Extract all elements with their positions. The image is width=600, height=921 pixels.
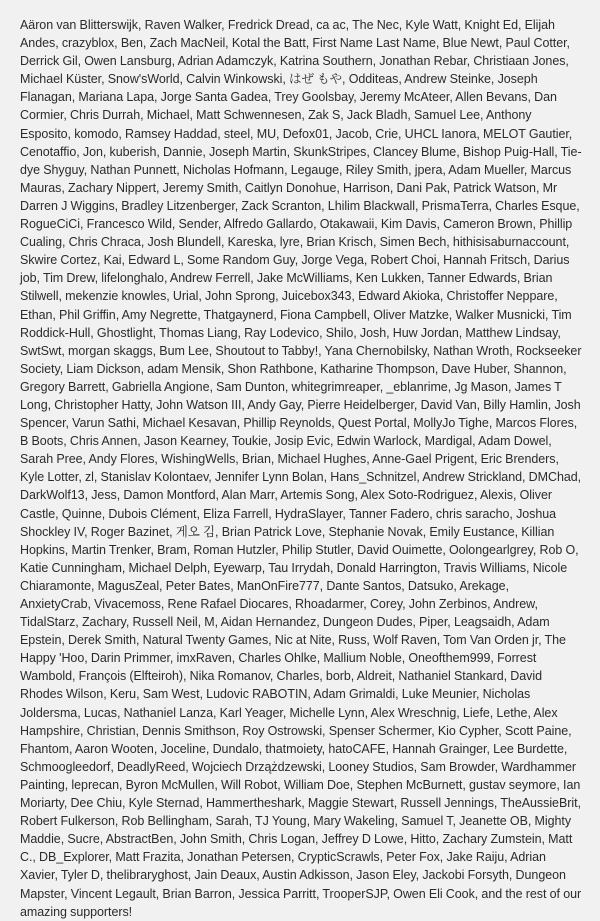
supporters-list: Aäron van Blitterswijk, Raven Walker, Fredrick Dread, ca ac, The Nec, Kyle Watt, Knight Ed, Elijah Andes, crazyblox, Ben, Zach MacNeil, Kotal the Batt, First Name Last Name, Blue Newt, Paul Cotter, Derrick Gil, Owen Lansburg, Adrian Adamczyk, Katrina Southern, Jonathan Rebar, Christiaan Jones, Michael Küster, Snow'sWorld, Calvin Winkowski, はぜ もや, Odditeas, Andrew Steinke, Joseph Flanagan, Mariana Lapa, Jorge Santa Gadea, Trey Goolsbay, Jeremy McAteer, Allen Bevans, Dan Cormier, Chris Durrah, Michael, Matt Schwennesen, Zak S, Jack Bladh, Samuel Lee, Anthony Esposito, komodo, Ramsey Haddad, steel, MU, Defox01, Jacob, Crie, UHCL Ianora, MELOT Gautier, Cenotaffio, Jon, kuberish, Dannie, Joseph Martin, SkunkStripes, Clancey Blume, Bishop Puig-Hall, Tie-dye Shyguy, Nathan Punnett, Nicholas Hofmann, Legauge, Riley Smith, jpera, Adam Mueller, Marcus Mauras, Zachary Nippert, Jeremy Smith, Caitlyn Donohue, Harrison, Dani Pak, Patrick Watson, Mr Darren J Wiggins, Bradley Litzenberger, Zack Scranton, Lhilim Blackwall, PrismaTerra, Charles Esque, RogueCiCi, Francesco Wild, Sender, Alfredo Gallardo, Otakawaii, Kim Davis, Cameron Brown, Phillip Cualing, Chris Chraca, Josh Blundell, Kareska, lyre, Brian Krisch, Simen Bech, hithisisaburnaccount, Skwire Cortez, Kai, Edward L, Some Random Guy, Jorge Vega, Robert Choi, Hannah Fritsch, Darius job, Tim Drew, lifelonghalo, Andrew Ferrell, Jake McWilliams, Ken Lukken, Tanner Edwards, Brian Stilwell, mekenzie knowles, Urial, John Sprong, Juicebox343, Edward Akioka, Christoffer Neppare, Ethan, Phil Griffin, Amy Negrette, Thatgaynerd, Fiona Campbell, Oliver Matzke, Walker Musnicki, Tim Roddick-Hull, Ghostlight, Thomas Liang, Ray Lodevico, Shilo, Josh, Huw Jordan, Matthew Lindsay, SwtSwt, morgan skaggs, Bum Lee, Shoutout to Tabby!, Yana Chernobilsky, Nathan Wroth, Rockseeker Society, Liam Dickson, adam Mensik, Shon Rathbone, Katharine Thompson, Dave Huber, Shannon, Gregory Barrett, Gabriella Angione, Sam Dunton, whitegrimreaper, _eblanrime, Jg Mason, James T Long, Christopher Hatty, John Watson III, Andy Gay, Pierre Heidelberger, David Van, Billy Hamlin, Josh Spencer, Varun Sathi, Michael Kesavan, Phillip Reynolds, Quest Portal, MollyJo Tighe, Marcos Flores, B Boots, Chris Annen, Jason Kearney, Toukie, Josip Evic, Edwin Warlock, Mardigal, Adam Dowel, Sarah Pree, Andy Flores, WishingWells, Brian, Michael Hughes, Anne-Gael Prigent, Eric Brenders, Kyle Lotter, zl, Stanislav Kolontaev, Jennifer Lynn Bolan, Hans_Schnitzel, Andrew Strickland, DMChad, DarkWolf13, Jess, Damon Montford, Alan Marr, Artemis Song, Alex Soto-Rodriguez, Alexis, Oliver Castle, Quinne, Dubois Clément, Eliza Farrell, HydraSlayer, Tanner Fadero, chris saracho, Joshua Shockley IV, Roger Bazinet, 게오 김, Brian Patrick Love, Stephanie Novak, Emily Eustance, Killian Hopkins, Martin Trenker, Bram, Roman Hutzler, Philip Stutler, David Ouimette, Oolongearlgrey, Rob O, Katie Cunningham, Michael Delph, Eyewarp, Tau Irrydah, Donald Harrington, Travis Williams, Nicole Chiaramonte, MagusZeal, Peter Bates, ManOnFire777, Dante Santos, Datsuko, Arekage, AnxietyCrab, Vivacemoss, Rene Rafael Diocares, Rhoadarmer, Corey, John Zerbinos, Andrew, TidalStarz, Zachary, Russell Neil, M, Aidan Hernandez, Dungeon Dudes, Piper, Leagsaidh, Adam Epstein, Derek Smith, Natural Twenty Games, Nic at Nite, Russ, Wolf Raven, Tom Van Orden jr, The Happy 'Hoo, Darin Primmer, imxRaven, Charles Ohlke, Mallium Noble, Oneofthem999, Forrest Wambold, François (Elfteiroh), Nika Romanov, Charles, borb, Aldreit, Nathaniel Stankard, David Rhodes Wilson, Keru, Sam West, Ludovic RABOTIN, Adam Grimaldi, Luke Meunier, Nicholas Joldersma, Lucas, Nathaniel Lanza, Karl Yeager, Michelle Lynn, Alex Wreschnig, Liefe, Lethe, Alex Hampshire, Christian, Dennis Smithson, Roy Ostrowski, Spenser Schermer, Kio Cypher, Scott Paine, Fhantom, Aaron Wooten, Joceline, Dundalo, thatmoiety, hatoCAFE, Hannah Grainger, Lee Burdette, Schmoogleedorf, DeadlyReed, Wojciech Drzążdzewski, Looney Studios, Sam Browder, Wardhammer Painting, leprecan, Byron McMullen, Will Robot, William Doe, Stephen McBurnett, gustav seymore, Ian Moriarty, Dee Chiu, Kyle Sternad, Hammertheshark, Maggie Stewart, Russell Jennings, TheAussieBrit, Robert Fulkerson, Rob Bellingham, Sarah, TJ Young, Mary Wakeling, Samuel T, Jeanette OB, Mighty Maddie, Sucre, AbstractBen, John Smith, Chris Logan, Jeffrey D Lowe, Hitto, Zachary Zumstein, Matt C., DB_Explorer, Matt Frazita, Jonathan Petersen, CrypticScrawls, Peter Fox, Jake Raiju, Adrian Xavier, Tyler D, thelibraryghost, Jain Deaux, Austin Adkisson, Jason Eley, Jackobi Forsyth, Dungeon Mapster, Vincent Legault, Brian Barron, Jessica Parritt, TrooperSJP, Owen Eli Cook, and the rest of our amazing supporters! xyxy=(20,18,582,919)
